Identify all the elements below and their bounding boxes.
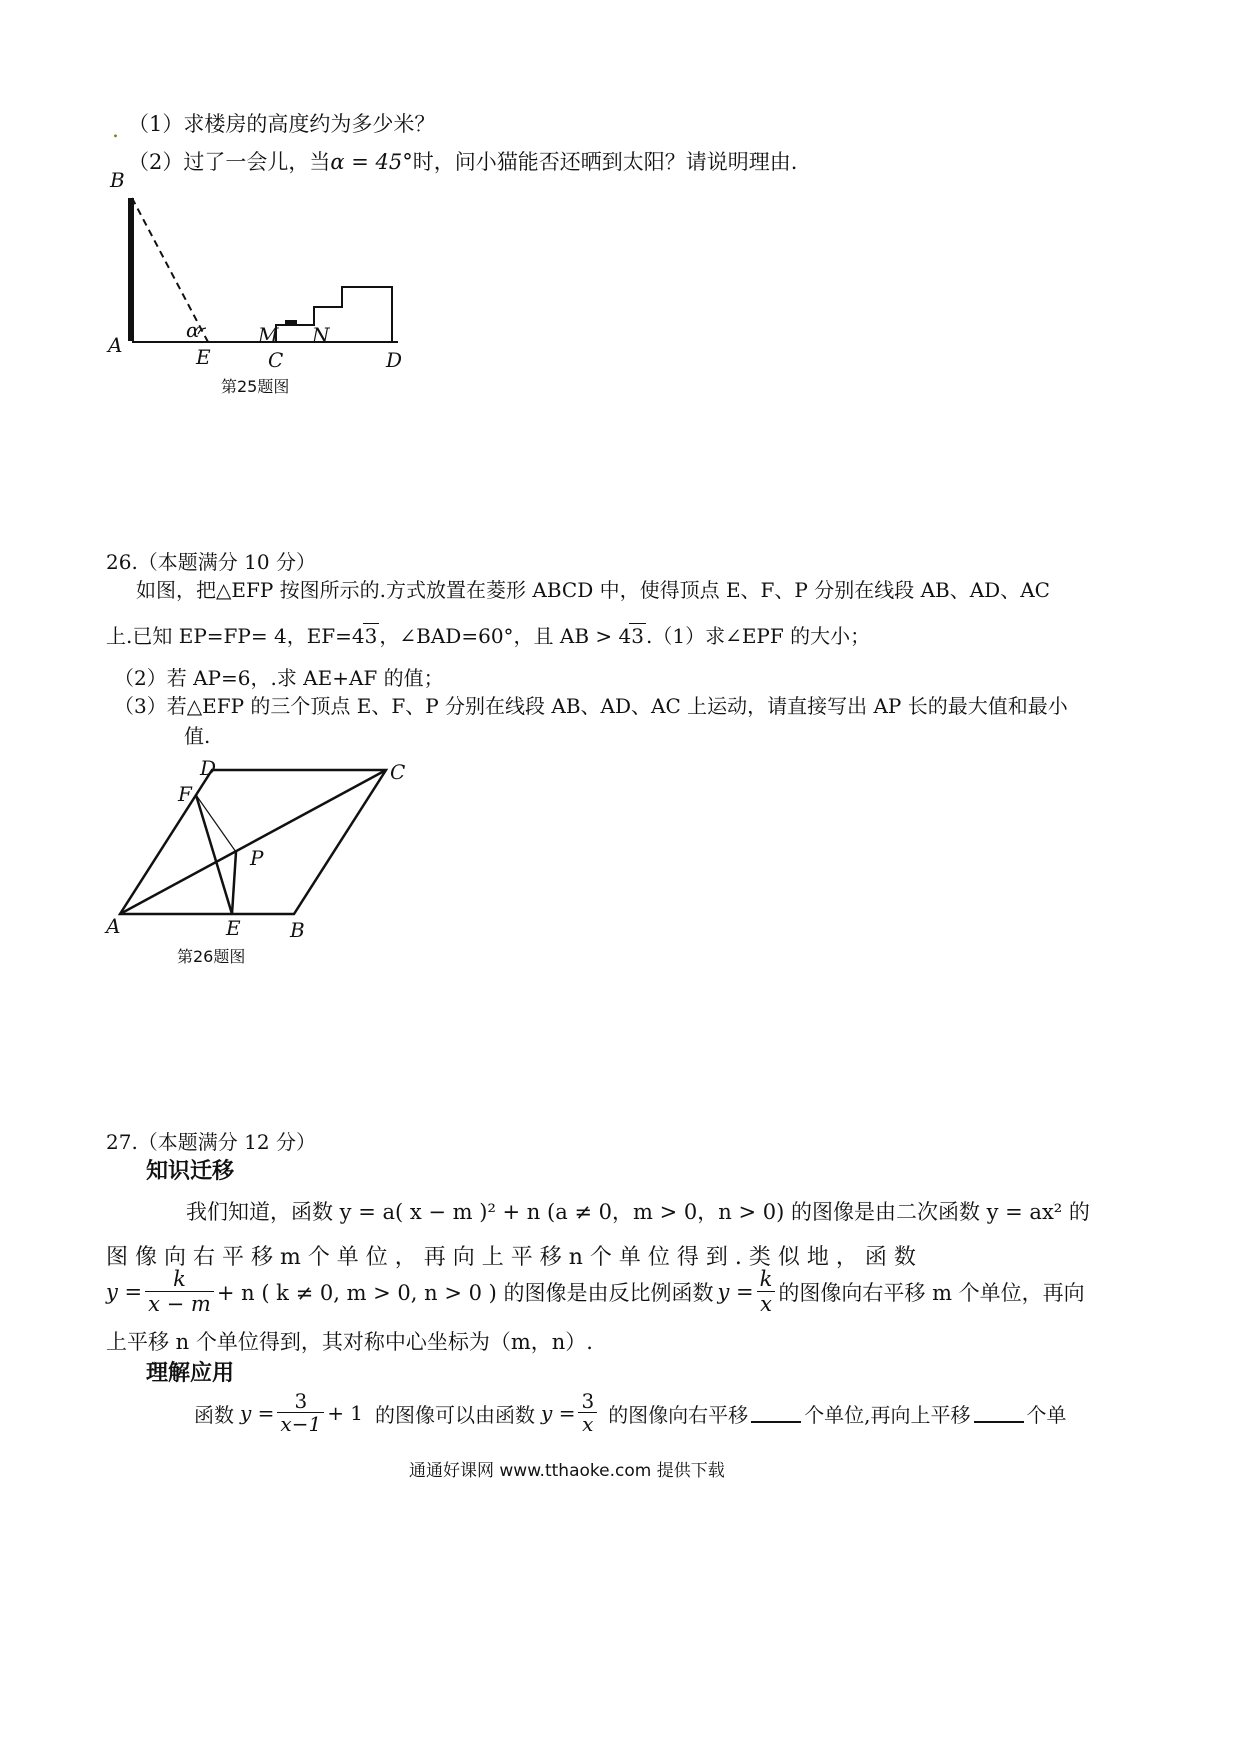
- fig26-label-C: C: [390, 760, 406, 784]
- q27-p1c-mid: + n ( k ≠ 0, m > 0, n > 0 ) 的图像是由反比例函数: [216, 1281, 714, 1306]
- q25-part2-pre: （2）过了一会儿，当: [128, 150, 331, 174]
- fig25-label-M: M: [258, 323, 279, 347]
- q27-frac-k-x-m: [145, 1268, 214, 1316]
- q27-p2-y: y =: [240, 1401, 275, 1425]
- answer-blank-1[interactable]: [751, 1403, 801, 1423]
- fig26-label-F: F: [178, 782, 192, 806]
- q26-sqrt-2: 3: [631, 624, 644, 648]
- answer-blank-2[interactable]: [974, 1403, 1024, 1423]
- segment-PE: [232, 852, 236, 914]
- cat-mark: [285, 320, 297, 326]
- q27-frac4-den: x: [582, 1412, 594, 1436]
- q27-p1c-post: 的图像向右平移 m 个单位，再向: [778, 1281, 1085, 1306]
- fig25-caption: 第25题图: [221, 377, 290, 396]
- fig25-label-B: B: [110, 168, 125, 192]
- fig25-label-alpha: α: [186, 318, 200, 342]
- segment-FE: [196, 795, 232, 914]
- q27-p2-mid: 的图像可以由函数: [375, 1402, 536, 1427]
- q26-line2-c: ，∠BAD=60°，且 AB > 4: [379, 624, 632, 648]
- fig25-label-C: C: [268, 348, 284, 372]
- segment-FP: [196, 795, 236, 852]
- q27-p1-a: 我们知道，函数 y = a( x − m )² + n (a ≠ 0，m > 0，n > 0) 的图像是由二次函数 y = ax² 的: [186, 1200, 1090, 1224]
- q27-p2-pre: 函数: [194, 1402, 234, 1427]
- q27-section-application: 理解应用: [146, 1361, 235, 1386]
- q27-p2-post1: 的图像向右平移: [608, 1402, 749, 1427]
- q27-p2-plus: + 1: [327, 1401, 364, 1425]
- q27-frac-k-x: [757, 1268, 776, 1316]
- stray-dot: .: [112, 118, 119, 143]
- q27-p1-d: 上平移 n 个单位得到，其对称中心坐标为（m，n）.: [106, 1330, 593, 1354]
- q27-frac-3-x: [578, 1390, 597, 1436]
- q26-line1: 如图，把△EFP 按图所示的.方式放置在菱形 ABCD 中，使得顶点 E、F、P 分别在线段 AB、AD、AC: [136, 578, 1050, 602]
- q26-header: 26.（本题满分 10 分）: [106, 550, 316, 574]
- fig26-label-D: D: [200, 756, 217, 780]
- fig26-label-P: P: [250, 846, 264, 870]
- fig26-caption: 第26题图: [177, 947, 246, 966]
- fig26-label-A: A: [106, 914, 121, 938]
- q26-line2-a: 上.已知 EP=FP= 4，EF=4: [106, 624, 365, 648]
- q27-frac4-num: 3: [578, 1390, 597, 1413]
- q27-frac3-num: 3: [277, 1390, 324, 1413]
- q26-part3-b: 值.: [184, 724, 211, 748]
- q25-part1: （1）求楼房的高度约为多少米？: [128, 112, 436, 136]
- q27-frac3-den: x−1: [280, 1412, 322, 1436]
- q25-part2-alpha: α = 45°: [330, 150, 413, 174]
- q25-part2-post: 时，问小猫能否还晒到太阳？请说明理由.: [412, 150, 798, 174]
- q26-sqrt-1: 3: [364, 624, 378, 648]
- fig26-label-E: E: [226, 916, 241, 940]
- steps-outline: [276, 287, 392, 342]
- q26-line2-e: .（1）求∠EPF 的大小；: [645, 624, 871, 648]
- q27-header: 27.（本题满分 12 分）: [106, 1130, 316, 1154]
- q27-frac-3-x-1: [277, 1390, 324, 1436]
- q26-line2: [106, 620, 870, 649]
- fig26-label-B: B: [290, 918, 305, 942]
- q27-p1c-y2: y =: [717, 1280, 754, 1305]
- diagonal-AC: [120, 770, 386, 914]
- q26-part2: （2）若 AP=6，.求 AE+AF 的值；: [114, 666, 444, 690]
- q27-p1c-y: y =: [106, 1280, 143, 1305]
- q27-p1-c: [106, 1268, 1085, 1316]
- q27-frac2-den: x: [760, 1292, 772, 1317]
- q27-p2-post2: 个单位,再向上平移: [804, 1402, 971, 1427]
- q27-section-knowledge: 知识迁移: [146, 1159, 235, 1184]
- fig25-label-D: D: [386, 348, 403, 372]
- fig25-label-A: A: [108, 333, 123, 357]
- q27-p2: [194, 1390, 1067, 1436]
- q26-part3-a: （3）若△EFP 的三个顶点 E、F、P 分别在线段 AB、AD、AC 上运动，请直接写出 AP 长的最大值和最小: [114, 694, 1068, 718]
- fig25-label-N: N: [312, 323, 330, 347]
- building-bar: [128, 198, 134, 341]
- q27-frac2-num: k: [757, 1268, 776, 1292]
- footer-watermark: 通通好课网 www.tthaoke.com 提供下载: [409, 1461, 725, 1481]
- q27-frac1-num: k: [145, 1268, 214, 1292]
- fig25-label-E: E: [196, 345, 211, 369]
- q25-part2: [128, 146, 797, 176]
- q27-p2-post3: 个单: [1026, 1402, 1067, 1427]
- q27-frac1-den: x − m: [148, 1292, 211, 1317]
- q27-p2-y2: y =: [541, 1401, 576, 1425]
- q27-p1-b: 图 像 向 右 平 移 m 个 单 位 ， 再 向 上 平 移 n 个 单 位 得 到 . 类 似 地 ， 函 数: [106, 1245, 916, 1270]
- q26-figure: [100, 760, 430, 940]
